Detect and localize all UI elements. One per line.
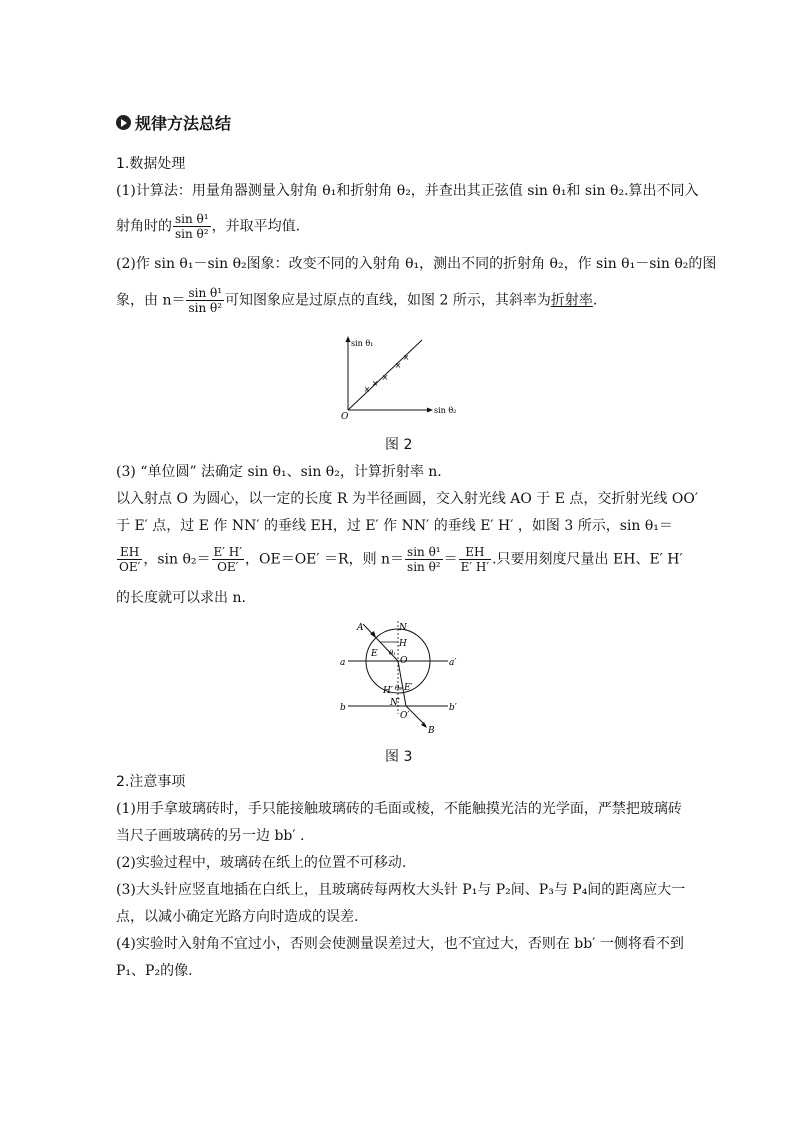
method1-text-end: ，并取平均值.	[211, 218, 301, 235]
method2-text: 象，由 n＝	[116, 292, 186, 309]
method3-line3: 于 E′ 点，过 E 作 NN′ 的垂线 EH，过 E′ 作 NN′ 的垂线 E′ H′ ，如图 3 所示，sin θ₁＝	[116, 518, 673, 534]
method2-line1: (2)作 sin θ₁－sin θ₂图象：改变不同的入射角 θ₁，测出不同的折射角 θ₂，作 sin θ₁－sin θ₂的图	[116, 256, 717, 272]
y-axis-arrow	[346, 336, 351, 342]
label-b-prime: b′	[449, 703, 457, 713]
method3-line2: 以入射点 O 为圆心，以一定的长度 R 为半径画圆，交入射光线 AO 于 E 点，交折射光线 OO′	[116, 491, 699, 507]
label-o: O	[400, 656, 408, 666]
note2: (2)实验过程中，玻璃砖在纸上的位置不可移动.	[116, 855, 407, 871]
x-axis-label: sin θ₂	[434, 406, 457, 415]
fraction-numerator: sin θ¹	[407, 545, 441, 559]
fraction-numerator: E′ H′	[213, 545, 242, 559]
method3-text-b: ，OE＝OE′ ＝R，则 n＝	[245, 551, 405, 568]
note3-line2: 点，以减小确定光路方向时造成的误差.	[116, 909, 359, 925]
section-title-text: 规律方法总结	[135, 114, 232, 133]
exit-ray-arrow	[421, 722, 427, 728]
section-title	[116, 111, 231, 134]
method3-line5: 的长度就可以求出 n.	[116, 590, 246, 606]
data-point: ×	[402, 353, 410, 362]
note1-line2: 当尺子画玻璃砖的另一边 bb′ .	[116, 828, 305, 844]
method1-line2	[116, 212, 300, 241]
fraction-denominator: sin θ²	[175, 227, 209, 241]
data-point: ×	[394, 361, 402, 370]
note4-line2: P₁、P₂的像.	[116, 963, 193, 979]
label-h-prime: H′	[383, 686, 393, 696]
x-axis-arrow	[427, 408, 433, 413]
data-point: ×	[363, 385, 371, 394]
fraction-denominator: OE′	[217, 560, 239, 574]
method2-text-end: .	[592, 292, 598, 309]
label-theta1: θ₁	[389, 649, 397, 657]
origin-label: O	[341, 412, 349, 420]
label-e: E	[371, 649, 378, 659]
y-axis-label: sin θ₁	[351, 339, 374, 348]
label-b: b	[340, 703, 346, 713]
fraction-eh-ratio	[459, 545, 492, 574]
method1-line1: (1)计算法：用量角器测量入射角 θ₁和折射角 θ₂，并查出其正弦值 sin θ₁和 sin θ₂.算出不同入	[116, 183, 699, 199]
label-theta2: θ₂	[395, 684, 403, 692]
label-h: H	[399, 639, 407, 649]
method2-line2	[116, 286, 597, 315]
label-n: N	[399, 623, 407, 633]
label-a-prime: a′	[449, 658, 457, 668]
figure-3-caption: 图 3	[385, 749, 413, 765]
data-point: ×	[371, 379, 379, 388]
method3-line4	[116, 545, 683, 574]
label-b-point: B	[428, 726, 435, 736]
fraction-sin	[173, 212, 211, 241]
label-e-prime: E′	[404, 683, 413, 693]
note3-line1: (3)大头针应竖直地插在白纸上，且玻璃砖每两枚大头针 P₁与 P₂间、P₃与 P₄间的距离应大一	[116, 882, 686, 898]
label-n-prime: N′	[390, 698, 400, 708]
data-point: ×	[381, 373, 389, 382]
fraction-denominator: sin θ²	[407, 560, 441, 574]
method3-line1: (3) “单位圆” 法确定 sin θ₁、sin θ₂，计算折射率 n.	[116, 464, 442, 480]
heading-data-processing: 1.数据处理	[116, 156, 186, 172]
method3-text-a: ，sin θ₂＝	[143, 551, 211, 568]
fraction-denominator: sin θ²	[188, 301, 223, 315]
fraction-denominator: E′ H′	[460, 560, 490, 574]
note4-line1: (4)实验时入射角不宜过小，否则会使测量误差过大，也不宜过大，否则在 bb′ 一侧将看不到	[116, 936, 684, 952]
figure-3-diagram	[336, 616, 460, 736]
fraction-e2h2	[212, 545, 245, 574]
underlined-answer: 折射率	[550, 292, 593, 309]
fraction-denominator: OE′	[119, 560, 141, 574]
fraction-sin	[186, 286, 224, 315]
figure-2-graph	[334, 332, 464, 420]
play-circle-icon	[116, 115, 131, 130]
method1-text: 射角时的	[116, 218, 172, 235]
fraction-numerator: sin θ¹	[175, 212, 209, 226]
figure-2-caption: 图 2	[385, 437, 413, 453]
method3-text-c: .只要用刻度尺量出 EH、E′ H′	[492, 551, 683, 568]
fraction-numerator: EH	[117, 545, 142, 560]
label-a-point: A	[357, 623, 364, 633]
fraction-eh	[117, 545, 142, 574]
fraction-sin	[405, 545, 443, 574]
equals-sign: ＝	[443, 551, 458, 568]
fraction-numerator: sin θ¹	[188, 286, 223, 300]
label-o-prime: O′	[400, 711, 410, 721]
method2-text-mid: 可知图象应是过原点的直线，如图 2 所示，其斜率为	[225, 292, 551, 309]
heading-precautions: 2.注意事项	[116, 774, 186, 790]
note1-line1: (1)用手拿玻璃砖时，手只能接触玻璃砖的毛面或棱，不能触摸光洁的光学面，严禁把玻璃砖	[116, 801, 682, 817]
fraction-numerator: EH	[459, 545, 492, 560]
label-a: a	[340, 658, 346, 668]
